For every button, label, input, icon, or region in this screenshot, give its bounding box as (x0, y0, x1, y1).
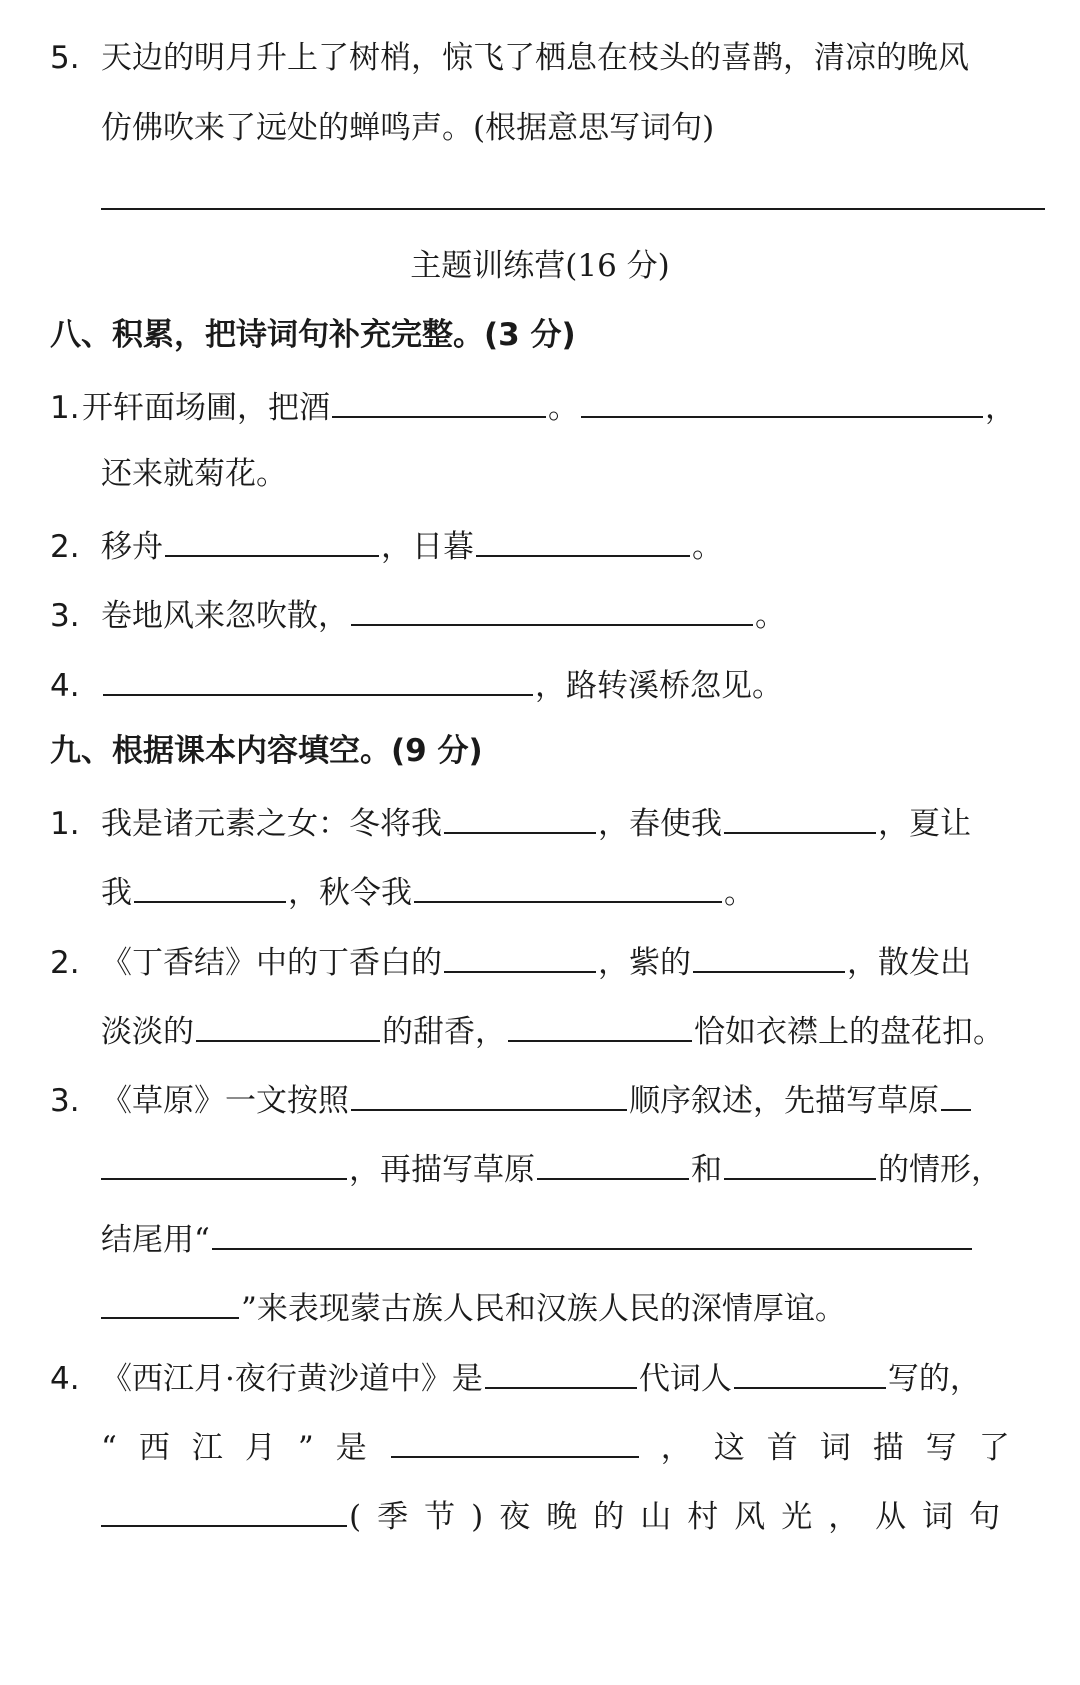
p9-q3-line3 (101, 1212, 1045, 1260)
p9-q3-blank-5b[interactable] (101, 1281, 239, 1319)
p9-q4-blank-2[interactable] (734, 1351, 886, 1389)
p9-q2-line1 (50, 935, 1045, 983)
p8-q4-number: 4. (50, 668, 80, 704)
p8-q1-line1 (50, 380, 1045, 428)
p9-q1-number: 1. (50, 806, 80, 842)
section-title (0, 242, 1080, 290)
p9-q1-blank-1[interactable] (444, 796, 596, 834)
section-title-text: 主题训练营(16 分) (410, 248, 670, 284)
p9-q4-number: 4. (50, 1361, 80, 1397)
p9-q2-blank-4[interactable] (508, 1004, 692, 1042)
p8-q4-blank[interactable] (103, 658, 533, 696)
p8-q1-text-b: 。 (548, 390, 579, 426)
p8-q2 (50, 519, 1045, 567)
p8-q1-text-c: ， (985, 390, 1016, 426)
p9-q1-line1 (50, 796, 1045, 844)
p8-q4-text-a: ，路转溪桥忽见。 (535, 668, 783, 704)
p9-q4-text-f: (季节)夜晚的山村风光，从词句 (349, 1499, 1017, 1535)
p8-q2-text-a: 移舟 (101, 529, 163, 565)
p9-q2-blank-2[interactable] (693, 935, 845, 973)
p8-q3-text-b: 。 (755, 598, 786, 634)
p9-q2-text-a: 《丁香结》中的丁香白的 (101, 945, 442, 981)
p9-q4-blank-1[interactable] (485, 1351, 637, 1389)
p9-q4-blank-3[interactable] (391, 1420, 639, 1458)
q5-text-line2: 仿佛吹来了远处的蝉鸣声。(根据意思写词句) (101, 110, 715, 146)
q5-text-line1: 天边的明月升上了树梢，惊飞了栖息在枝头的喜鹊，清凉的晚风 (101, 40, 969, 76)
p9-q2-line2 (101, 1004, 1045, 1052)
p9-q2-text-b: ，紫的 (598, 945, 691, 981)
p8-q3 (50, 588, 1045, 636)
p9-q2-text-c: ，散发出 (847, 945, 971, 981)
p9-q4-text-c: 写的， (887, 1361, 981, 1397)
p9-q4-line3 (101, 1489, 1045, 1537)
p8-q1-text-d: 还来就菊花。 (101, 456, 287, 492)
p9-q4-line1 (50, 1351, 1045, 1399)
p9-q1-text-c: ，夏让 (878, 806, 971, 842)
p9-q2-number: 2. (50, 945, 80, 981)
p8-q1-blank-1[interactable] (332, 380, 546, 418)
p8-q2-text-c: 。 (692, 529, 723, 565)
part8-heading (50, 311, 1045, 359)
q5-line1 (50, 34, 1045, 82)
p9-q4-blank-4[interactable] (101, 1489, 347, 1527)
p9-q4-text-d: “西江月”是 (101, 1430, 389, 1466)
p9-q3-text-e: 的情形， (878, 1152, 1002, 1188)
p9-q1-blank-4[interactable] (414, 865, 722, 903)
p8-q1-blank-2[interactable] (581, 380, 983, 418)
p9-q1-text-d: 我 (101, 875, 132, 911)
p9-q3-blank-4[interactable] (724, 1142, 876, 1180)
p9-q1-line2 (101, 865, 1045, 913)
p8-q2-blank-2[interactable] (476, 519, 690, 557)
p9-q1-text-a: 我是诸元素之女：冬将我 (101, 806, 442, 842)
p8-q1-text-a: 开轩面场圃，把酒 (82, 390, 330, 426)
p9-q4-text-e: ，这首词描写了 (660, 1430, 1032, 1466)
part9-heading (50, 727, 1045, 775)
p9-q2-text-e: 的甜香， (382, 1014, 506, 1050)
p9-q3-number: 3. (50, 1083, 80, 1119)
p9-q3-text-d: 和 (691, 1152, 722, 1188)
p8-q2-text-b: ，日暮 (381, 529, 474, 565)
p9-q3-text-g: ”来表现蒙古族人民和汉族人民的深情厚谊。 (241, 1291, 846, 1327)
p9-q4-text-b: 代词人 (638, 1361, 732, 1397)
p9-q2-blank-1[interactable] (444, 935, 596, 973)
p9-q3-blank-3[interactable] (537, 1142, 689, 1180)
p9-q2-text-f: 恰如衣襟上的盘花扣。 (694, 1014, 1004, 1050)
p9-q1-text-b: ，春使我 (598, 806, 722, 842)
p9-q3-blank-2b[interactable] (101, 1142, 347, 1180)
p9-q3-text-f: 结尾用“ (101, 1222, 210, 1258)
p9-q3-blank-2a[interactable] (941, 1073, 971, 1111)
p8-q3-number: 3. (50, 598, 80, 634)
p9-q4-text-a: 《西江月·夜行黄沙道中》是 (101, 1361, 483, 1397)
p9-q3-text-b: 顺序叙述，先描写草原 (629, 1083, 939, 1119)
part9-heading-text: 九、根据课本内容填空。(9 分) (50, 733, 483, 769)
p9-q3-blank-1[interactable] (351, 1073, 627, 1111)
p8-q3-text-a: 卷地风来忽吹散， (101, 598, 349, 634)
p8-q3-blank[interactable] (351, 588, 753, 626)
p9-q3-text-c: ，再描写草原 (349, 1152, 535, 1188)
p9-q1-text-e: ，秋令我 (288, 875, 412, 911)
p9-q3-line2 (101, 1142, 1045, 1190)
p9-q3-line4 (101, 1281, 1045, 1329)
p9-q2-blank-3[interactable] (196, 1004, 380, 1042)
p8-q2-blank-1[interactable] (165, 519, 379, 557)
p8-q2-number: 2. (50, 529, 80, 565)
q5-answer-blank[interactable] (101, 208, 1045, 210)
p9-q1-text-f: 。 (724, 875, 755, 911)
q5-line2 (101, 104, 1045, 152)
p8-q1-line2 (101, 450, 1045, 498)
p9-q3-text-a: 《草原》一文按照 (101, 1083, 349, 1119)
p8-q1-number: 1. (50, 390, 80, 426)
part8-heading-text: 八、积累，把诗词句补充完整。(3 分) (50, 317, 576, 353)
q5-number: 5. (50, 40, 80, 76)
p9-q1-blank-2[interactable] (724, 796, 876, 834)
p8-q4 (50, 658, 1045, 706)
p9-q1-blank-3[interactable] (134, 865, 286, 903)
p9-q4-line2 (101, 1420, 1045, 1468)
p9-q3-line1 (50, 1073, 1045, 1121)
p9-q2-text-d: 淡淡的 (101, 1014, 194, 1050)
p9-q3-blank-5a[interactable] (212, 1212, 972, 1250)
